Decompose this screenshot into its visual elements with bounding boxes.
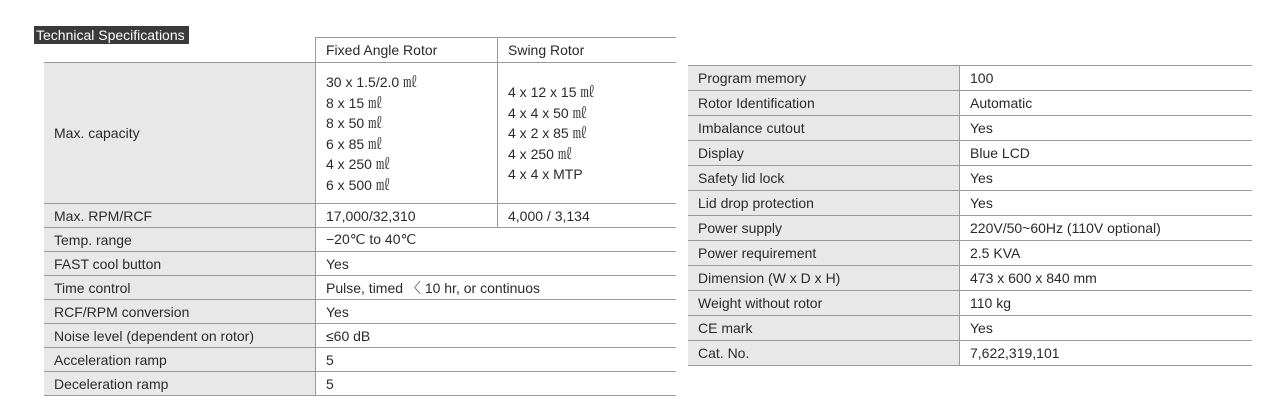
row-label: Rotor Identification bbox=[688, 91, 960, 116]
row-value: 110 kg bbox=[960, 291, 1253, 316]
list-item: 8 x 15 ㎖ bbox=[326, 94, 383, 111]
list-item: 30 x 1.5/2.0 ㎖ bbox=[326, 74, 418, 90]
list-item: 4 x 250 ㎖ bbox=[326, 156, 390, 172]
row-value: 2.5 KVA bbox=[960, 241, 1253, 266]
table-row bbox=[688, 191, 1252, 216]
row-label: Program memory bbox=[688, 66, 960, 91]
table-header-row bbox=[44, 38, 676, 63]
table-row bbox=[688, 166, 1252, 191]
row-label: Acceleration ramp bbox=[44, 348, 316, 372]
spec-table-left bbox=[44, 37, 676, 396]
table-row bbox=[688, 141, 1252, 166]
list-item: 4 x 4 x MTP bbox=[508, 166, 583, 183]
header-blank-cell bbox=[44, 38, 316, 63]
table-row bbox=[44, 228, 676, 252]
row-value: 473 x 600 x 840 mm bbox=[960, 266, 1253, 291]
fixed-angle-rpm-value: 17,000/32,310 bbox=[316, 204, 498, 228]
row-value: 7,622,319,101 bbox=[960, 341, 1253, 366]
row-value: Yes bbox=[960, 166, 1253, 191]
list-item: 6 x 85 ㎖ bbox=[326, 135, 383, 152]
row-label: Power requirement bbox=[688, 241, 960, 266]
list-item: 4 x 250 ㎖ bbox=[508, 145, 572, 162]
fixed-angle-capacity-list bbox=[316, 63, 498, 204]
row-label: Safety lid lock bbox=[688, 166, 960, 191]
table-row bbox=[44, 324, 676, 348]
swing-rpm-value: 4,000 / 3,134 bbox=[498, 204, 677, 228]
table-row bbox=[44, 372, 676, 396]
row-label: Imbalance cutout bbox=[688, 116, 960, 141]
table-row bbox=[688, 316, 1252, 341]
table-row bbox=[688, 241, 1252, 266]
table-row bbox=[44, 300, 676, 324]
table-row bbox=[44, 276, 676, 300]
table-row bbox=[688, 266, 1252, 291]
list-item: 6 x 500 ㎖ bbox=[326, 176, 390, 193]
table-row bbox=[688, 91, 1252, 116]
table-row bbox=[688, 341, 1252, 366]
row-label: Display bbox=[688, 141, 960, 166]
table-row bbox=[44, 63, 676, 204]
row-value: Yes bbox=[960, 316, 1253, 341]
row-value: 220V/50~60Hz (110V optional) bbox=[960, 216, 1253, 241]
row-label-max-rpm-rcf: Max. RPM/RCF bbox=[44, 204, 316, 228]
row-value: −20℃ to 40℃ bbox=[316, 228, 677, 252]
row-label: Noise level (dependent on rotor) bbox=[44, 324, 316, 348]
row-value: Automatic bbox=[960, 91, 1253, 116]
table-row bbox=[688, 116, 1252, 141]
row-label: Temp. range bbox=[44, 228, 316, 252]
row-label: Time control bbox=[44, 276, 316, 300]
section-title: Technical Specifications bbox=[34, 26, 189, 44]
spec-table-right bbox=[688, 65, 1252, 366]
row-value: Pulse, timed 〈 10 hr, or continuos bbox=[316, 276, 677, 300]
row-value: ≤60 dB bbox=[316, 324, 677, 348]
list-item: 8 x 50 ㎖ bbox=[326, 115, 383, 131]
table-row bbox=[44, 252, 676, 276]
column-header-swing-rotor: Swing Rotor bbox=[498, 38, 677, 63]
row-value: Yes bbox=[960, 191, 1253, 216]
row-value: Blue LCD bbox=[960, 141, 1253, 166]
row-value: Yes bbox=[960, 116, 1253, 141]
row-label: Dimension (W x D x H) bbox=[688, 266, 960, 291]
row-value: 100 bbox=[960, 66, 1253, 91]
table-row bbox=[44, 204, 676, 228]
column-header-fixed-angle-rotor: Fixed Angle Rotor bbox=[316, 38, 498, 63]
row-label: RCF/RPM conversion bbox=[44, 300, 316, 324]
row-label: Power supply bbox=[688, 216, 960, 241]
table-row bbox=[688, 216, 1252, 241]
row-value: Yes bbox=[316, 252, 677, 276]
row-label: CE mark bbox=[688, 316, 960, 341]
row-value: 5 bbox=[316, 372, 677, 396]
row-label: Weight without rotor bbox=[688, 291, 960, 316]
row-label: FAST cool button bbox=[44, 252, 316, 276]
row-label: Lid drop protection bbox=[688, 191, 960, 216]
list-item: 4 x 2 x 85 ㎖ bbox=[508, 125, 587, 142]
table-row bbox=[688, 291, 1252, 316]
table-row bbox=[44, 348, 676, 372]
row-label-max-capacity: Max. capacity bbox=[44, 63, 316, 204]
row-value: 5 bbox=[316, 348, 677, 372]
row-label: Deceleration ramp bbox=[44, 372, 316, 396]
list-item: 4 x 12 x 15 ㎖ bbox=[508, 84, 595, 101]
list-item: 4 x 4 x 50 ㎖ bbox=[508, 104, 587, 121]
row-value: Yes bbox=[316, 300, 677, 324]
row-label: Cat. No. bbox=[688, 341, 960, 366]
swing-capacity-list bbox=[498, 63, 677, 204]
table-row bbox=[688, 66, 1252, 91]
